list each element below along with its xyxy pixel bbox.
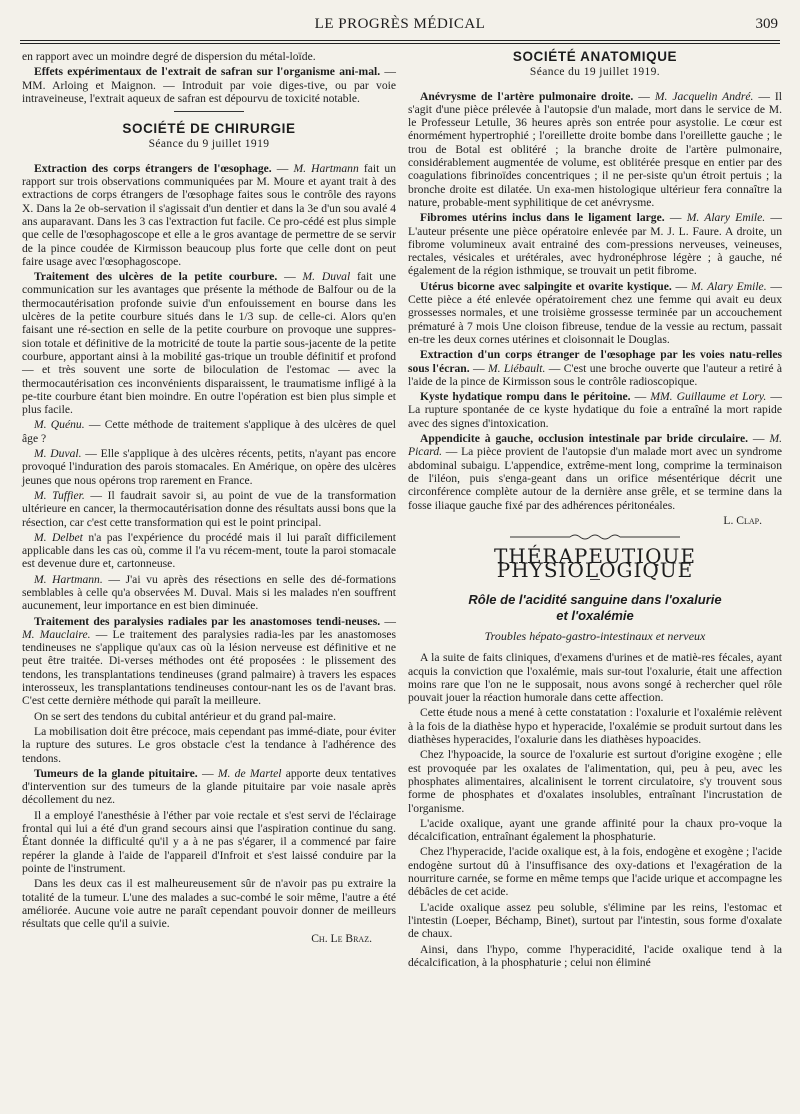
paragraph: M. Delbet n'a pas l'expérience du procédé mais il lui paraît difficilement applicable dans les cas où, comme il l'a vu récem-ment, toute la paroi stomacale est devenue dure et, cartonneuse. (22, 530, 396, 571)
left-column (22, 50, 396, 946)
paragraph: M. Duval. — Elle s'applique à des ulcères récents, petits, n'ayant pas encore provoqué l'induration des parois stomacales. En Amérique, on opère des ulcères jeunes que nous opérons trop rarement en France. (22, 447, 396, 487)
running-title: LE PROGRÈS MÉDICAL (314, 16, 486, 32)
header-rule (20, 40, 780, 41)
signature: L. Clap. (723, 513, 762, 527)
paragraph: Dans les deux cas il est malheureusement sûr de n'avoir pas pu extraire la totalité de la tumeur. L'une des malades a suc-combé le soir même, l'autre a été améliorée. Aucune voie autre ne paraît cependant pouvoir donner de meilleurs résultats que celle qu'il a suivie. (22, 877, 396, 931)
paragraph: Il a employé l'anesthésie à l'éther par voie rectale et s'est servi de l'éclairage frontal qui lui a été d'un grand secours ainsi que l'aspiration continue du sang. Étant donnée la difficulté qu'il y a à ne pas s'égarer, il a commencé par faire repérer la glande à l'aide de l'appareil d'Infroit et s'est laissé conduire par la pointe de l'instrument. (22, 808, 396, 875)
section-date: Séance du 9 juillet 1919 (148, 138, 270, 151)
paragraph: Traitement des paralysies radiales par les anastomoses tendi-neuses. — M. Mauclaire. — Le traitement des paralysies radia-les par les anastomoses tendineuses ne s'applique qu'aux cas où la lésion nerveuse est définitive et ne peut être traitée. Di-verses méthodes ont été proposées : le plissement des tendons, les transplantations tendineuses (grand palmaire) à travers les espaces interosseux, les transplantations tendineuses contour-nant les os de l'avant bras. C'est cette dernière méthode qui paraît la meilleure. (22, 614, 397, 708)
paragraph: M. Hartmann. — J'ai vu après des résections en selle des dé-formations semblables à celle qu'a observées M. Duval. Mais si les malades n'en souffrent aucunement, leur importance en est bien diminuée. (22, 572, 396, 613)
paragraph: Extraction d'un corps étranger de l'œsophage par les voies natu-relles sous l'écran. — M. Liébault. — C'est une broche ouverte que l'auteur a retiré à l'aide de la pince de Kirmisson sous le contrôle radioscopique. (408, 348, 782, 388)
paragraph: Cette étude nous a mené à cette constatation : l'oxalurie et l'oxalémie relèvent à la fois de la diathèse hypo et hyperacide, l'oxalémie se produit surtout dans les diathèses hyperacides, l'oxalurie dans les diathèses hypoacides. (408, 706, 782, 747)
section-divider (174, 111, 244, 112)
paragraph: A la suite de faits cliniques, d'examens d'urines et de matiè-res fécales, ayant acquis la conviction que l'oxalémie, mais sur-tout l'oxalurie, était une affection moins rare que l'on ne le supposait, nous avons songé à rechercher quel rôle pouvait jouer la réaction humorale dans cette affection. (408, 651, 782, 705)
major-heading: THÉRAPEUTIQUE PHYSIOLOGIQUE (494, 544, 696, 582)
article-subtitle: Troubles hépato-gastro-intestinaux et nerveux (484, 628, 706, 643)
paragraph: La mobilisation doit être précoce, mais cependant pas immé-diate, pour éviter la rupture des sutures. Le gros obstacle c'est la tendance à l'adhérence des tendons. (22, 724, 396, 765)
paragraph: Ainsi, dans l'hypo, comme l'hyperacidité, l'acide oxalique tend à la décalcification, à la phosphaturie ; celui non éliminé (408, 942, 782, 969)
page-number: 309 (755, 16, 778, 32)
paragraph: Chez l'hypoacide, la source de l'oxalurie est surtout d'origine exogène ; elle est provoquée par les oxalates de l'alimentation, qui, peu à peu, avec les phosphates alimentaires, alcalinisent le torrent circulatoire, s'y trouvent sous forme de phosphates et d'oxalates insolubles, entraînant l'incrustation de l'organisme. (408, 748, 782, 815)
paragraph: On se sert des tendons du cubital antérieur et du grand pal-maire. (34, 709, 336, 723)
paragraph: Tumeurs de la glande pituitaire. — M. de Martel apporte deux tentatives d'intervention sur des tumeurs de la glande pituitaire par voie nasale après décollement du nez. (22, 766, 396, 807)
right-column (408, 50, 782, 971)
wave-divider (510, 533, 680, 541)
header-rule-thin (20, 43, 780, 44)
paragraph: Chez l'hyperacide, l'acide oxalique est, à la fois, endogène et exogène ; l'acide endogène surtout dû à l'insuffisance des oxy-dations et l'exagération de la nourriture carnée, se forme en même temps que l'acide urique et accompagne les débâcles de cet acide. (408, 845, 782, 899)
paragraph: Effets expérimentaux de l'extrait de safran sur l'organisme ani-mal. — MM. Arloing et Maignon. — Introduit par voie diges-tive, ou par voie intraveineuse, l'extrait aqueux de safran est dépourvu de toxicité notable. (22, 65, 396, 105)
paragraph: Fibromes utérins inclus dans le ligament large. — M. Alary Emile. — L'auteur présente une pièce opératoire enlevée par M. J. L. Faure. A droite, un fibrome volumineux avait entrainé des com-pressions nerveuses, veineuses, rectales, vésicales et urétérales, avec hydronéphrose légère ; à gauche, né également de la région isthmique, se trouvait un petit fibrome. (408, 211, 783, 278)
section-heading: SOCIÉTÉ DE CHIRURGIE (122, 121, 296, 137)
paragraph: M. Tuffier. — Il faudrait savoir si, au point de vue de la transformation ultérieure en cancer, la thermocautérisation donne des résultats aussi bons que la résection, car c'est cette transformation qui est le point principal. (22, 488, 396, 529)
paragraph: M. Quénu. — Cette méthode de traitement s'applique à des ulcères de quel âge ? (22, 418, 397, 445)
article-title: Rôle de l'acidité sanguine dans l'oxalurie et l'oxalémie (468, 591, 722, 623)
paragraph: Appendicite à gauche, occlusion intestinale par bride circulaire. — M. Picard. — La pièce provient de l'autopsie d'un malade mort avec un syndrome abdominal subaigu. L'appendice, extrême-ment long, comprime la terminaison de l'iléon, puis s'enga-geant dans un orifice mésentérique décrit une circonférence complète autour de la dernière anse grêle, et se termine dans la fosse iliaque gauche fixé par des adhérences péritonéales. (408, 432, 782, 512)
paragraph: L'acide oxalique, ayant une grande affinité pour la chaux pro-voque la décalcification, entraînant également la phosphaturie. (408, 816, 782, 844)
section-heading: SOCIÉTÉ ANATOMIQUE (512, 49, 678, 64)
paragraph: en rapport avec un moindre degré de dispersion du métal-loïde. (22, 50, 316, 63)
wave-ornament (408, 531, 782, 544)
page-header (20, 14, 780, 40)
paragraph: Extraction des corps étrangers de l'œsophage. — M. Hartmann fait un rapport sur trois observations communiquées par M. Moure et ayant trait à des extractions de corps étrangers de l'œsophage faites sous le contrôle des rayons X. Dans la 2e ob-servation il s'agissait d'un dentier et dans la 3e d'un sou avalé 4 ans auparavant. Dans les 3 cas l'extraction fut facile. Ce pro-cédé est plus simple que celle de l'œsophagoscope et elle a le gros avantage de permettre de se servir de la pince coudée de Kirmisson beaucoup plus forte que celle dont on peut faire usage avec l'œsophagoscope. (22, 161, 396, 268)
signature: Ch. Le Braz. (311, 932, 372, 946)
paragraph: L'acide oxalique assez peu soluble, s'élimine par les reins, l'estomac et l'intestin (Loeper, Béchamp, Binet), surtout par l'intestin, sous forme d'oxalate de chaux. (408, 900, 782, 941)
paragraph: Anévrysme de l'artère pulmonaire droite. — M. Jacquelin André. — Il s'agit d'une pièce prélevée à l'autopsie d'un malade, mort dans le service de M. le Professeur Letulle, 36 heures après son entrée pour asystolie. Le cœur est énormément hypertrophié ; l'oreillette droite bombe dans l'oreillette gauche ; le trou de Botal est oblitéré ; la branche droite de l'artère pulmonaire, considérablement augmentée de volume, est oblitérée presque en entier par des coagulations fibrinoïdes concentriques ; il ne per-siste qu'un étroit pertuis ; la bronche droite est dilatée. Un exa-men histologique ultérieur fera connaître la nature, probable-ment syphilitique de cet anévrysme. (408, 89, 782, 209)
paragraph: Utérus bicorne avec salpingite et ovarite kystique. — M. Alary Emile. — Cette pièce a été enlevée opératoirement chez une femme qui avait eu deux grossesses normales, et une troisième grossesse terminée par un accouchement prématuré à 7 mois Une cloison fibreuse, tendue de la vessie au rectum, passait en-tre les deux cornes utérines et cloisonnait le Douglas. (408, 279, 783, 346)
item-author: MM. Arloing et Maignon. (22, 78, 156, 92)
item-title: Effets expérimentaux de l'extrait de safran sur l'organisme ani-mal. (34, 65, 381, 79)
paragraph: Kyste hydatique rompu dans le péritoine. — MM. Guillaume et Lory. — La rupture spontanée de ce kyste hydatique du foie a entraîné la mort rapide avec des signes d'intoxication. (408, 390, 782, 430)
section-date: Séance du 19 juillet 1919. (529, 66, 661, 79)
paragraph: Traitement des ulcères de la petite courbure. — M. Duval fait une communication sur les avantages que présente la méthode de Balfour ou de la thermocautérisation profonde suivie d'un enfouissement en bourse dans les ulcères de la petite courbure situés dans le 1/3 sup. de celle-ci. Alors qu'en faisant une ré-section en selle de la petite courbure on provoque une suppres-sion totale et définitive de la motricité de toute la partie sous-jacente de la petite courbure, apportant ainsi à la mobilité gas-trique un trouble définitif et profond — et très souvent une sorte de biloculation de l'estomac — avec la thermocautérisation ces inconvénients disparaissent, le traumatisme infligé à la pe-tite courbure étant bien moindre. En outre l'opération est bien plus simple et plus facile. (22, 270, 397, 417)
